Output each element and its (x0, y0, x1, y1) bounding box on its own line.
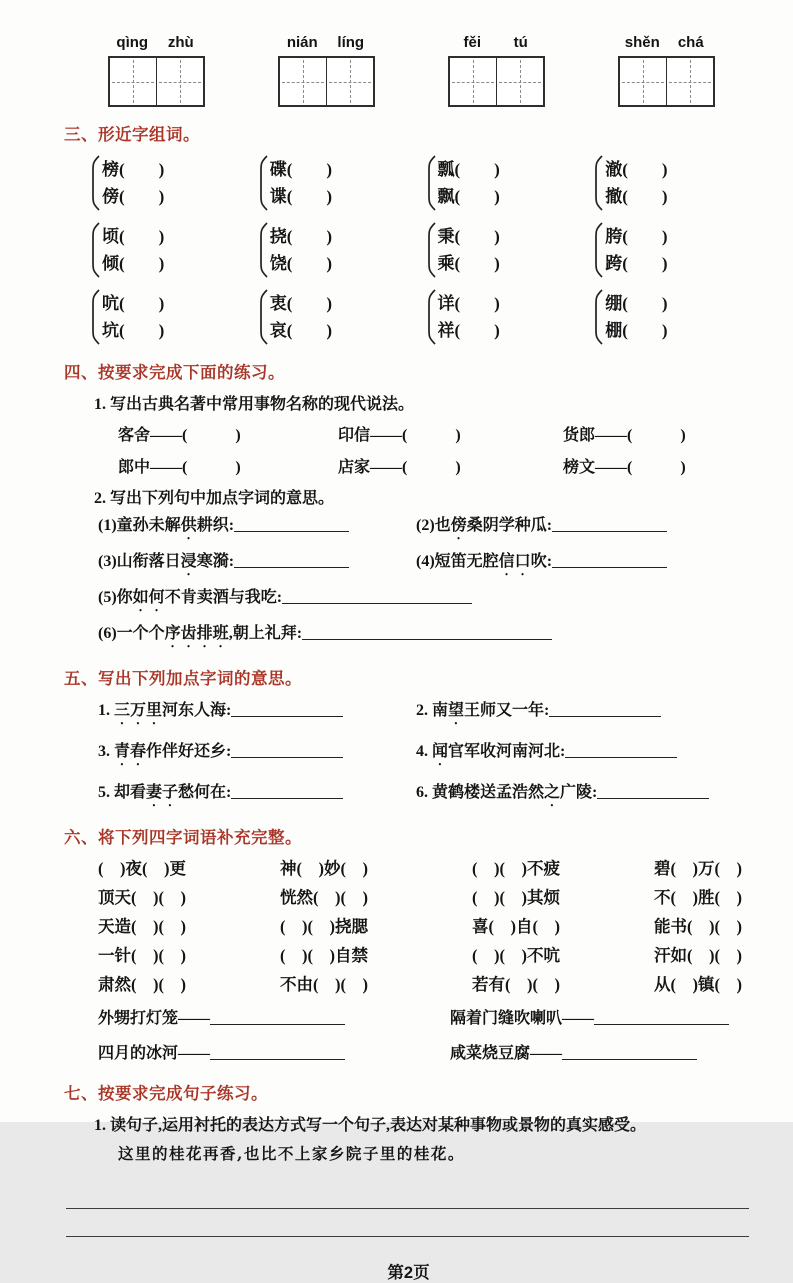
idiom-item: 神( )妙( ) (280, 859, 368, 878)
pair-top: 挠( ) (269, 227, 333, 246)
idiom-item: ( )( )挠腮 (280, 917, 368, 936)
emphasized-word: 信口 (498, 553, 531, 570)
pair-bottom: 跨( ) (605, 254, 668, 273)
xiehouyu-text: 四月的冰河—— (98, 1045, 211, 1062)
classical-terms-grid (118, 422, 753, 477)
sentence-item (98, 622, 753, 651)
pair-top: 瓢( ) (437, 160, 500, 179)
answer-blank (231, 785, 343, 799)
sentence-text: 3. (98, 743, 114, 760)
idiom-item: 喜( )自( ) (472, 917, 560, 936)
sentence-text: (4)短笛无腔 (416, 553, 499, 570)
answer-blank (549, 703, 661, 717)
idiom-item: 能书( )( ) (654, 917, 742, 936)
writing-cell (326, 58, 373, 105)
answer-blank (597, 785, 709, 799)
pinyin-label: chá (677, 34, 704, 51)
pair-bottom: 傍( ) (102, 187, 165, 206)
writing-cell (496, 58, 543, 105)
answer-blank (562, 1046, 697, 1060)
sentence-text: 广陵: (560, 784, 598, 801)
example-sentence: 这里的桂花再香,也比不上家乡院子里的桂花。 (118, 1144, 465, 1163)
pair-top: 胯( ) (605, 227, 668, 246)
sentence-text: 吹: (530, 553, 553, 570)
emphasized-word: 如何 (132, 589, 165, 606)
char-pair (258, 289, 418, 345)
pinyin-label: tú (513, 34, 528, 51)
sentence-text: 耕织: (196, 517, 235, 534)
idiom-item: ( )( )自禁 (280, 946, 368, 965)
sentence-text: (6)一个个 (98, 625, 165, 642)
pinyin-group (108, 34, 205, 107)
brace-icon (258, 289, 268, 345)
pinyin-group (448, 34, 545, 107)
idiom-item: 肃然( )( ) (98, 975, 186, 994)
poem-item (98, 699, 416, 728)
sentence-text: 4. (416, 743, 432, 760)
sentence-item (98, 514, 416, 543)
char-pair (90, 222, 250, 278)
answer-blank (594, 1011, 729, 1025)
q2-label: 2. 写出下列句中加点字词的意思。 (94, 490, 335, 507)
answer-blank (234, 518, 349, 532)
sentence-text: 6. 黄鹤楼送孟浩然 (416, 784, 545, 801)
char-pair (426, 222, 586, 278)
idiom-grid (98, 856, 753, 997)
emphasized-word: 供 (180, 517, 197, 534)
xiehouyu-item (98, 1006, 450, 1031)
sentence-text: (5)你 (98, 589, 133, 606)
answer-line (66, 1181, 749, 1209)
pair-top: 衷( ) (269, 294, 333, 313)
xiehouyu-text: 隔着门缝吹喇叭—— (450, 1010, 595, 1027)
xiehouyu-item (450, 1006, 753, 1031)
brace-icon (258, 222, 268, 278)
writing-grid (278, 56, 375, 107)
sentence-text: 寒漪: (196, 553, 235, 570)
brace-icon (90, 222, 100, 278)
xiehouyu-item (450, 1041, 753, 1066)
pair-top: 榜( ) (102, 160, 165, 179)
term-item: 榜文——( ) (563, 459, 686, 476)
pair-bottom: 飘( ) (437, 187, 500, 206)
answer-blank (210, 1046, 345, 1060)
writing-cell (280, 58, 326, 105)
pinyin-label: fěi (463, 34, 481, 51)
term-item: 印信——( ) (338, 427, 461, 444)
section-3-heading: 三、形近字组词。 (64, 125, 200, 144)
poem-item (416, 699, 753, 728)
sentence-text: 愁何在: (178, 784, 232, 801)
char-pair (593, 222, 753, 278)
idiom-item: 不由( )( ) (280, 975, 368, 994)
sentence-text: 王师又一年: (464, 702, 550, 719)
idiom-item: 汗如( )( ) (654, 946, 742, 965)
pinyin-section (108, 34, 715, 107)
pinyin-label: zhù (167, 34, 194, 51)
pinyin-group (278, 34, 375, 107)
emphasized-word: 望 (448, 702, 465, 719)
answer-blank (282, 590, 472, 604)
emphasized-word: 傍 (450, 517, 467, 534)
pair-top: 绷( ) (605, 294, 668, 313)
idiom-item: 恍然( )( ) (280, 888, 368, 907)
char-pair (90, 289, 250, 345)
pair-bottom: 撤( ) (605, 187, 668, 206)
answer-blank (552, 554, 667, 568)
sentence-text: 河东人海: (162, 702, 232, 719)
idiom-item: 顶天( )( ) (98, 888, 186, 907)
sentence-meaning-grid (98, 514, 753, 651)
pinyin-label: nián (286, 34, 318, 51)
char-pair (426, 155, 586, 211)
brace-icon (593, 222, 603, 278)
idiom-item: ( )( )不疲 (472, 859, 560, 878)
brace-icon (426, 289, 436, 345)
poem-words-grid (98, 699, 753, 810)
emphasized-word: 之 (544, 784, 561, 801)
pair-bottom: 乘( ) (437, 254, 500, 273)
char-pair (258, 155, 418, 211)
xiehouyu-item (98, 1041, 450, 1066)
term-item: 货郎——( ) (563, 427, 686, 444)
sentence-item (98, 586, 753, 615)
sentence-item (416, 550, 753, 579)
idiom-item: 一针( )( ) (98, 946, 186, 965)
answer-blank (302, 626, 552, 640)
char-pair (426, 289, 586, 345)
pair-bottom: 倾( ) (102, 254, 165, 273)
writing-grid (448, 56, 545, 107)
idiom-item: 不( )胜( ) (654, 888, 742, 907)
brace-icon (258, 155, 268, 211)
page-number: 第2页 (387, 1264, 430, 1282)
answer-blank (231, 703, 343, 717)
writing-cell (666, 58, 713, 105)
idiom-item: ( )( )其烦 (472, 888, 560, 907)
sentence-text: 作伴好还乡: (146, 743, 232, 760)
pair-top: 碟( ) (269, 160, 333, 179)
sentence-item (98, 550, 416, 579)
brace-icon (90, 155, 100, 211)
answer-blank (552, 518, 667, 532)
emphasized-word: 浸 (180, 553, 197, 570)
brace-icon (593, 155, 603, 211)
pair-bottom: 饶( ) (269, 254, 333, 273)
emphasized-word: 闻 (432, 743, 449, 760)
answer-blank (231, 744, 343, 758)
pair-top: 吭( ) (102, 294, 165, 313)
brace-icon (426, 222, 436, 278)
emphasized-word: 妻子 (146, 784, 179, 801)
writing-grid (618, 56, 715, 107)
writing-grid (108, 56, 205, 107)
char-pair (593, 289, 753, 345)
xiehouyu-text: 咸菜烧豆腐—— (450, 1045, 563, 1062)
pair-top: 秉( ) (437, 227, 500, 246)
brace-icon (426, 155, 436, 211)
sentence-text: (2)也 (416, 517, 451, 534)
pair-top: 澈( ) (605, 160, 668, 179)
pair-bottom: 棚( ) (605, 321, 668, 340)
sentence-text: 桑阴学种瓜: (466, 517, 553, 534)
pinyin-group (618, 34, 715, 107)
term-item: 店家——( ) (338, 459, 461, 476)
sentence-text: 5. 却看 (98, 784, 147, 801)
brace-icon (593, 289, 603, 345)
sentence-text: (1)童孙未解 (98, 517, 181, 534)
pair-bottom: 坑( ) (102, 321, 165, 340)
writing-cell (156, 58, 203, 105)
emphasized-word: 序齿排班 (164, 625, 229, 642)
term-item: 客舍——( ) (118, 427, 241, 444)
section-7-heading: 七、按要求完成句子练习。 (64, 1084, 268, 1103)
xiehouyu-grid (98, 1006, 753, 1066)
idiom-item: ( )夜( )更 (98, 859, 186, 878)
idiom-item: 碧( )万( ) (654, 859, 742, 878)
term-item: 郎中——( ) (118, 459, 241, 476)
sentence-text: 2. 南 (416, 702, 449, 719)
section-6-heading: 六、将下列四字词语补充完整。 (64, 828, 302, 847)
pinyin-label: shěn (624, 34, 660, 51)
emphasized-word: 三万里 (114, 702, 163, 719)
poem-item (416, 781, 753, 810)
char-pair (258, 222, 418, 278)
idiom-item: ( )( )不吭 (472, 946, 560, 965)
xiehouyu-text: 外甥打灯笼—— (98, 1010, 211, 1027)
q1-label: 1. 写出古典名著中常用事物名称的现代说法。 (94, 396, 415, 413)
pair-top: 顷( ) (102, 227, 165, 246)
answer-blank (210, 1011, 345, 1025)
writing-cell (450, 58, 496, 105)
idiom-item: 从( )镇( ) (654, 975, 742, 994)
writing-cell (110, 58, 156, 105)
section-5-heading: 五、写出下列加点字词的意思。 (64, 669, 302, 688)
idiom-item: 天造( )( ) (98, 917, 186, 936)
near-form-words-grid (90, 155, 753, 345)
sentence-text: 不肯卖酒与我吃: (164, 589, 283, 606)
pair-top: 详( ) (437, 294, 500, 313)
sentence-text: (3)山衔落日 (98, 553, 181, 570)
pair-bottom: 哀( ) (269, 321, 333, 340)
answer-blank (565, 744, 677, 758)
pinyin-label: líng (337, 34, 365, 51)
sentence-item (416, 514, 753, 543)
idiom-item: 若有( )( ) (472, 975, 560, 994)
emphasized-word: 青春 (114, 743, 147, 760)
writing-cell (620, 58, 666, 105)
sentence-text: 官军收河南河北: (448, 743, 566, 760)
section-4-heading: 四、按要求完成下面的练习。 (64, 363, 285, 382)
pinyin-label: qìng (116, 34, 149, 51)
poem-item (98, 740, 416, 769)
char-pair (593, 155, 753, 211)
poem-item (416, 740, 753, 769)
brace-icon (90, 289, 100, 345)
sentence-text: ,朝上礼拜: (228, 625, 303, 642)
answer-line (66, 1209, 749, 1237)
pair-bottom: 谍( ) (269, 187, 333, 206)
answer-blank (234, 554, 349, 568)
sentence-text: 1. (98, 702, 114, 719)
q7-instruction: 1. 读句子,运用衬托的表达方式写一个句子,表达对某种事物或景物的真实感受。 (94, 1117, 647, 1134)
poem-item (98, 781, 416, 810)
char-pair (90, 155, 250, 211)
pair-bottom: 祥( ) (437, 321, 500, 340)
